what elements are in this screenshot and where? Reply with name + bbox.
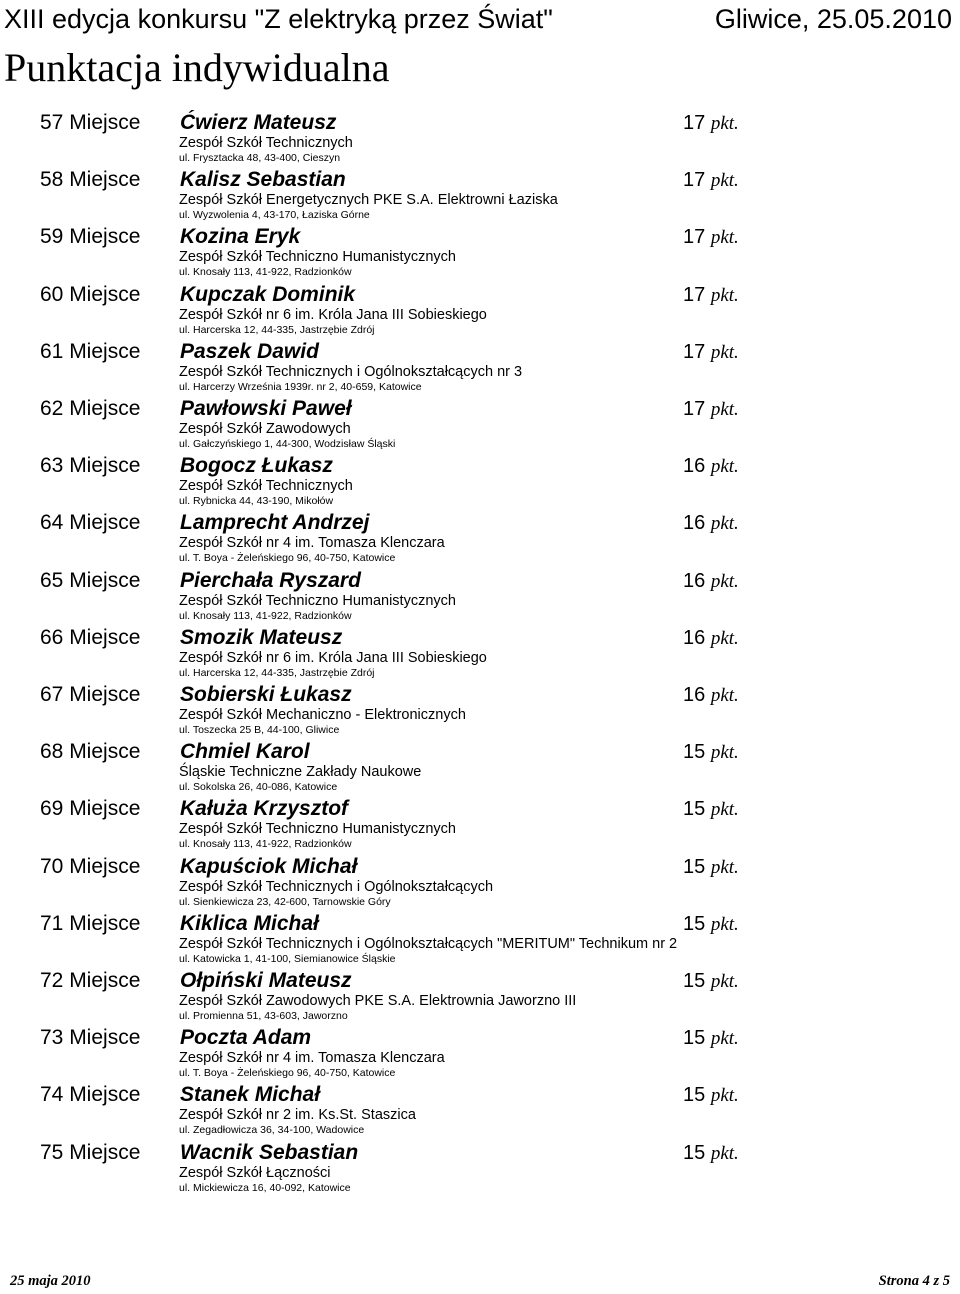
entry-points-value: 16 <box>683 512 706 535</box>
entry-address: ul. Harcerska 12, 44-335, Jastrzębie Zdrój <box>179 323 375 336</box>
entry-points-value: 15 <box>683 855 706 878</box>
entry-school: Zespół Szkół Zawodowych PKE S.A. Elektrownia Jaworzno III <box>179 993 577 1009</box>
entry-points-unit: pkt. <box>710 799 739 821</box>
result-entry <box>0 454 960 511</box>
entry-name: Ołpiński Mateusz <box>180 969 352 992</box>
entry-points <box>683 454 739 479</box>
entry-points <box>683 1026 739 1051</box>
entry-address: ul. Zegadłowicza 36, 34-100, Wadowice <box>179 1124 365 1137</box>
entry-points <box>683 111 739 136</box>
result-entry <box>0 797 960 854</box>
entry-address: ul. T. Boya - Żeleńskiego 96, 40-750, Katowice <box>179 1067 396 1080</box>
entry-rank: 58 Miejsce <box>40 168 141 192</box>
entry-points-unit: pkt. <box>710 113 739 134</box>
entry-school: Śląskie Techniczne Zakłady Naukowe <box>179 764 422 781</box>
entry-rank: 69 Miejsce <box>40 797 141 821</box>
entry-rank: 61 Miejsce <box>40 339 141 363</box>
entry-school: Zespół Szkół Techniczno Humanistycznych <box>179 592 456 609</box>
entry-points-value: 16 <box>683 455 706 478</box>
result-entry <box>0 912 960 969</box>
entry-rank: 60 Miejsce <box>40 282 141 306</box>
entry-rank: 73 Miejsce <box>40 1026 141 1050</box>
entry-name: Kalisz Sebastian <box>180 168 346 192</box>
entry-points-unit: pkt. <box>710 456 739 478</box>
entry-rank: 67 Miejsce <box>40 683 141 706</box>
entry-name: Ćwierz Mateusz <box>180 111 337 134</box>
result-entry <box>0 740 960 797</box>
entry-school: Zespół Szkół Łączności <box>179 1164 331 1181</box>
entry-points <box>683 283 739 308</box>
entry-address: ul. Katowicka 1, 41-100, Siemianowice Śląskie <box>179 952 396 965</box>
entry-points-unit: pkt. <box>710 284 739 306</box>
entry-address: ul. Knosały 113, 41-922, Radzionków <box>179 838 352 851</box>
entry-school: Zespół Szkół nr 6 im. Króla Jana III Sobieskiego <box>179 306 487 323</box>
entry-name: Kiklica Michał <box>180 911 319 935</box>
entry-points <box>683 569 739 594</box>
entry-school: Zespół Szkół nr 4 im. Tomasza Klenczara <box>179 1050 445 1067</box>
result-entry <box>0 340 960 397</box>
entry-name: Kałuża Krzysztof <box>180 797 349 821</box>
entry-points <box>683 340 739 365</box>
entry-name: Pierchała Ryszard <box>180 568 361 592</box>
entry-points-unit: pkt. <box>710 627 739 649</box>
entry-points-unit: pkt. <box>710 570 739 592</box>
entry-points-value: 15 <box>683 798 706 821</box>
entry-points-value: 15 <box>683 1027 706 1050</box>
result-entry <box>0 683 960 740</box>
entry-school: Zespół Szkół nr 4 im. Tomasza Klenczara <box>179 535 445 552</box>
page-footer <box>10 1273 950 1291</box>
result-entry <box>0 569 960 626</box>
entry-points-unit: pkt. <box>710 913 739 935</box>
entry-points-unit: pkt. <box>710 1028 739 1050</box>
entry-points-value: 16 <box>683 684 706 706</box>
entry-points <box>683 912 739 937</box>
entry-points <box>683 1083 739 1108</box>
entry-name: Kapuściok Michał <box>180 854 358 878</box>
entry-address: ul. Rybnicka 44, 43-190, Mikołów <box>179 495 334 508</box>
entry-address: ul. Mickiewicza 16, 40-092, Katowice <box>179 1181 351 1194</box>
result-entry <box>0 626 960 683</box>
entry-name: Paszek Dawid <box>180 339 319 363</box>
entry-school: Zespół Szkół Zawodowych <box>179 421 351 437</box>
entry-points-value: 15 <box>683 970 706 992</box>
entry-rank: 63 Miejsce <box>40 454 141 478</box>
entry-name: Bogocz Łukasz <box>180 454 333 478</box>
footer-date: 25 maja 2010 <box>10 1273 91 1289</box>
result-entry <box>0 969 960 1026</box>
entry-points-value: 17 <box>683 340 706 363</box>
entry-school: Zespół Szkół Technicznych <box>179 478 353 495</box>
entry-address: ul. Promienna 51, 43-603, Jaworzno <box>179 1010 348 1022</box>
result-entry <box>0 511 960 568</box>
entry-rank: 74 Miejsce <box>40 1083 141 1107</box>
entry-points-value: 15 <box>683 1084 706 1107</box>
entry-points <box>683 855 739 880</box>
entry-points <box>683 225 739 250</box>
result-entry <box>0 283 960 340</box>
entry-school: Zespół Szkół Energetycznych PKE S.A. Elektrowni Łaziska <box>179 192 558 209</box>
entry-points-unit: pkt. <box>710 1142 739 1164</box>
entry-rank: 71 Miejsce <box>40 911 141 935</box>
entry-school: Zespół Szkół Technicznych i Ogólnokształcących "MERITUM" Technikum nr 2 <box>179 935 678 952</box>
contest-edition-title: XIII edycja konkursu "Z elektryką przez Świat" <box>4 4 553 34</box>
entry-name: Stanek Michał <box>180 1083 321 1107</box>
entry-name: Sobierski Łukasz <box>180 683 352 706</box>
entry-name: Kupczak Dominik <box>180 282 356 306</box>
entry-points <box>683 626 739 651</box>
entry-rank: 65 Miejsce <box>40 568 141 592</box>
entry-points-unit: pkt. <box>710 685 739 706</box>
entry-rank: 59 Miejsce <box>40 225 141 249</box>
result-entry <box>0 1141 960 1198</box>
entry-address: ul. Knosały 113, 41-922, Radzionków <box>179 609 352 622</box>
entry-school: Zespół Szkół nr 6 im. Króla Jana III Sobieskiego <box>179 649 487 666</box>
entry-rank: 62 Miejsce <box>40 397 141 420</box>
result-entry <box>0 1083 960 1140</box>
entry-points-value: 17 <box>683 283 706 306</box>
entry-school: Zespół Szkół Technicznych i Ogólnokształcących <box>179 878 494 895</box>
result-entry <box>0 111 960 168</box>
entry-school: Zespół Szkół Techniczno Humanistycznych <box>179 821 456 838</box>
result-entry <box>0 225 960 282</box>
entry-address: ul. Harcerska 12, 44-335, Jastrzębie Zdrój <box>179 666 375 679</box>
result-entry <box>0 1026 960 1083</box>
entry-address: ul. T. Boya - Żeleńskiego 96, 40-750, Katowice <box>179 552 396 565</box>
entry-school: Zespół Szkół Technicznych <box>179 135 353 151</box>
entry-points-unit: pkt. <box>710 513 739 535</box>
entry-points-value: 16 <box>683 569 706 592</box>
entry-name: Lamprecht Andrzej <box>180 511 370 535</box>
entry-points-unit: pkt. <box>710 170 739 192</box>
entry-points-unit: pkt. <box>710 1085 739 1107</box>
entry-rank: 57 Miejsce <box>40 111 141 134</box>
entry-address: ul. Sienkiewicza 23, 42-600, Tarnowskie Góry <box>179 895 391 908</box>
entry-points-value: 17 <box>683 226 706 249</box>
entry-school: Zespół Szkół nr 2 im. Ks.St. Staszica <box>179 1107 416 1124</box>
page-title: Punktacja indywidualna <box>4 45 390 90</box>
entry-address: ul. Frysztacka 48, 43-400, Cieszyn <box>179 152 341 164</box>
entry-points-value: 17 <box>683 169 706 192</box>
entry-name: Kozina Eryk <box>180 225 301 249</box>
result-entry <box>0 168 960 225</box>
entry-school: Zespół Szkół Techniczno Humanistycznych <box>179 249 456 266</box>
entry-points-unit: pkt. <box>710 856 739 878</box>
entry-name: Poczta Adam <box>180 1026 312 1050</box>
entry-address: ul. Gałczyńskiego 1, 44-300, Wodzisław Śląski <box>179 438 396 450</box>
result-entry <box>0 397 960 454</box>
entry-rank: 72 Miejsce <box>40 969 141 992</box>
entry-points-unit: pkt. <box>710 227 739 249</box>
entry-name: Smozik Mateusz <box>180 625 343 649</box>
entry-address: ul. Toszecka 25 B, 44-100, Gliwice <box>179 724 340 736</box>
entry-rank: 70 Miejsce <box>40 854 141 878</box>
entry-points-unit: pkt. <box>710 742 739 764</box>
entry-points <box>683 797 739 822</box>
page-number: Strona 4 z 5 <box>878 1273 950 1289</box>
entry-points-value: 17 <box>683 398 706 420</box>
entry-rank: 64 Miejsce <box>40 511 141 535</box>
entry-points <box>683 397 739 422</box>
entry-address: ul. Harcerzy Września 1939r. nr 2, 40-659, Katowice <box>179 380 422 393</box>
entry-points <box>683 969 739 994</box>
result-entry <box>0 855 960 912</box>
entry-points-value: 17 <box>683 112 706 134</box>
entry-points <box>683 511 739 536</box>
entry-address: ul. Sokolska 26, 40-086, Katowice <box>179 781 338 794</box>
entry-points <box>683 168 739 193</box>
page-header <box>4 0 952 38</box>
entry-points-value: 15 <box>683 741 706 764</box>
entry-points-value: 15 <box>683 1141 706 1164</box>
entry-points-value: 16 <box>683 626 706 649</box>
entry-points-unit: pkt. <box>710 399 739 420</box>
entry-rank: 68 Miejsce <box>40 740 141 764</box>
entry-name: Pawłowski Paweł <box>180 397 352 420</box>
entry-address: ul. Knosały 113, 41-922, Radzionków <box>179 266 352 279</box>
entry-name: Chmiel Karol <box>180 740 310 764</box>
entry-points <box>683 1141 739 1166</box>
place-date: Gliwice, 25.05.2010 <box>714 4 952 34</box>
entry-points-unit: pkt. <box>710 971 739 992</box>
entry-school: Zespół Szkół Technicznych i Ogólnokształcących nr 3 <box>179 363 523 380</box>
entry-rank: 75 Miejsce <box>40 1140 141 1164</box>
entry-points-unit: pkt. <box>710 341 739 363</box>
entry-address: ul. Wyzwolenia 4, 43-170, Łaziska Górne <box>179 209 370 222</box>
entry-points <box>683 740 739 765</box>
entry-name: Wacnik Sebastian <box>180 1140 359 1164</box>
entry-points <box>683 683 739 708</box>
entry-school: Zespół Szkół Mechaniczno - Elektronicznych <box>179 707 466 723</box>
entry-rank: 66 Miejsce <box>40 625 141 649</box>
entry-points-value: 15 <box>683 912 706 935</box>
